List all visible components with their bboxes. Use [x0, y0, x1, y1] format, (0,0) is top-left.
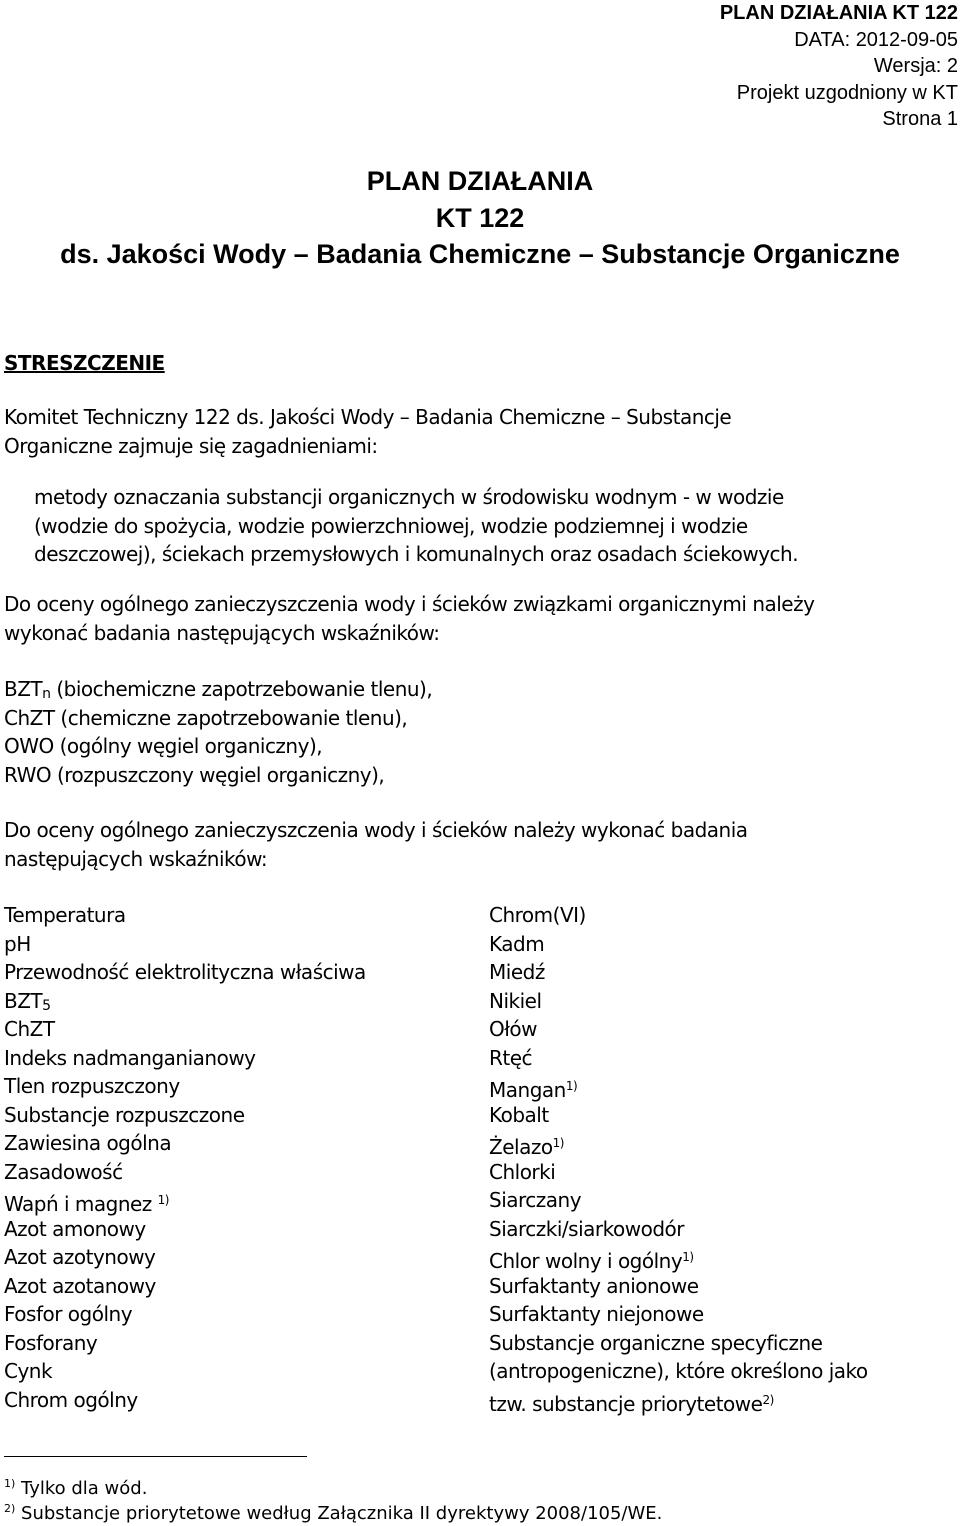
- indicator-name: (antropogeniczne), które określono jako: [489, 1359, 868, 1383]
- indicator-item: [489, 1158, 868, 1187]
- indicator-item: [489, 1015, 868, 1044]
- organic-indicator-list: [4, 675, 432, 789]
- header-status: Projekt uzgodniony w KT: [736, 81, 958, 104]
- organic-line: Do oceny ogólnego zanieczyszczenia wody i ścieków związkami organicznymi należy: [4, 592, 815, 616]
- indicator-name: ChZT (chemiczne zapotrzebowanie tlenu),: [4, 705, 408, 730]
- indicator-name: Rtęć: [489, 1045, 533, 1070]
- header-title: PLAN DZIAŁANIA KT 122: [719, 2, 958, 24]
- indicator-name: Zawiesina ogólna: [4, 1131, 172, 1155]
- document-title: [0, 163, 960, 273]
- indicator-item: [4, 1329, 366, 1358]
- indicator-item: [4, 901, 366, 930]
- indicator-name: Zasadowość: [4, 1159, 123, 1184]
- indicator-name: ChZT: [4, 1017, 55, 1041]
- indicator-name: Kobalt: [489, 1102, 549, 1127]
- footnote-reference: 1): [682, 1250, 694, 1264]
- indicator-item: [489, 1386, 868, 1415]
- organic-indicator-item: [4, 675, 432, 704]
- indicator-item: [4, 987, 366, 1016]
- indicator-item: [489, 1129, 868, 1158]
- indicator-name: Ołów: [489, 1017, 538, 1041]
- indicator-name: BZT: [4, 988, 43, 1013]
- indicator-name: Kadm: [489, 931, 545, 956]
- indicator-item: [4, 1272, 366, 1301]
- indicator-name: Fosforany: [4, 1330, 98, 1355]
- indicator-name: pH: [4, 931, 31, 956]
- indicator-item: [489, 1072, 868, 1101]
- indicator-name: Przewodność elektrolityczna właściwa: [4, 960, 366, 984]
- intro-paragraph: [4, 403, 731, 460]
- footnote-2: [4, 1497, 662, 1526]
- indicator-subscript: 5: [42, 997, 51, 1014]
- indicator-item: [489, 1186, 868, 1215]
- indicator-item: [489, 1357, 868, 1386]
- indicator-name: Indeks nadmanganianowy: [4, 1045, 256, 1070]
- indicator-item: [489, 1243, 868, 1272]
- header-date: DATA: 2012-09-05: [794, 28, 958, 51]
- indicator-list-left: [4, 901, 366, 1414]
- indicator-name: Chlorki: [489, 1159, 556, 1184]
- footnote-text: Substancje priorytetowe według Załącznika II dyrektywy 2008/105/WE.: [15, 1503, 663, 1524]
- indicator-item: [489, 987, 868, 1016]
- organic-indicator-item: [4, 732, 432, 761]
- general-line: następujących wskaźników:: [4, 846, 268, 871]
- title-line-3: ds. Jakości Wody – Badania Chemiczne – Substancje Organiczne: [60, 239, 900, 269]
- organic-pollution-paragraph: [4, 590, 814, 647]
- scope-paragraph: [34, 483, 798, 569]
- footnote-reference: 1): [565, 1079, 578, 1093]
- indicator-name: Cynk: [4, 1359, 53, 1383]
- indicator-name: Azot amonowy: [4, 1216, 146, 1241]
- indicator-item: [4, 958, 366, 987]
- title-line-1: PLAN DZIAŁANIA: [366, 166, 594, 196]
- indicator-name: Siarczany: [489, 1188, 582, 1212]
- indicator-name: Azot azotanowy: [4, 1273, 156, 1298]
- organic-line: wykonać badania następujących wskaźników:: [4, 620, 440, 645]
- indicator-item: [4, 930, 366, 959]
- indicator-item: [4, 1243, 366, 1272]
- footnote-reference: 2): [762, 1392, 774, 1407]
- organic-indicator-item: [4, 761, 432, 790]
- general-pollution-paragraph: [4, 816, 748, 873]
- footnote-mark: 1): [4, 1477, 16, 1490]
- indicator-item: [4, 1129, 366, 1158]
- footnote-reference: 1): [552, 1136, 564, 1150]
- footnote-reference: 1): [157, 1193, 169, 1207]
- indicator-name: Surfaktanty anionowe: [489, 1273, 699, 1298]
- indicator-list-right: [489, 901, 868, 1414]
- indicator-name: Surfaktanty niejonowe: [489, 1302, 704, 1326]
- intro-line: Organiczne zajmuje się zagadnieniami:: [4, 433, 378, 458]
- header-page-number: Strona 1: [882, 108, 958, 130]
- indicator-description: (biochemiczne zapotrzebowanie tlenu),: [50, 677, 433, 701]
- indicator-item: [4, 1215, 366, 1244]
- indicator-item: [4, 1186, 366, 1215]
- indicator-item: [489, 1215, 868, 1244]
- indicator-name: Mangan: [489, 1078, 566, 1102]
- indicator-subscript: n: [42, 686, 51, 702]
- scope-line: deszczowej), ściekach przemysłowych i komunalnych oraz osadach ściekowych.: [34, 542, 799, 566]
- indicator-item: [4, 1158, 366, 1187]
- indicator-name: BZT: [4, 677, 43, 701]
- indicator-name: Substancje rozpuszczone: [4, 1102, 245, 1127]
- indicator-name: OWO (ogólny węgiel organiczny),: [4, 734, 323, 758]
- scope-line: metody oznaczania substancji organicznych w środowisku wodnym - w wodzie: [34, 485, 784, 509]
- indicator-item: [4, 1386, 366, 1415]
- indicator-item: [4, 1072, 366, 1101]
- indicator-name: RWO (rozpuszczony węgiel organiczny),: [4, 762, 385, 787]
- indicator-name: Chlor wolny i ogólny: [489, 1249, 683, 1273]
- indicator-name: Wapń i magnez: [4, 1192, 158, 1216]
- indicator-item: [489, 1101, 868, 1130]
- indicator-name: Fosfor ogólny: [4, 1302, 133, 1326]
- indicator-name: Nikiel: [489, 988, 542, 1013]
- indicator-item: [489, 1272, 868, 1301]
- scope-line: (wodzie do spożycia, wodzie powierzchniowej, wodzie podziemnej i wodzie: [34, 513, 748, 538]
- indicator-name: Żelazo: [489, 1135, 553, 1159]
- indicator-item: [489, 1300, 868, 1329]
- indicator-name: Chrom(VI): [489, 903, 586, 927]
- document-header: [720, 0, 958, 133]
- section-heading: STRESZCZENIE: [4, 351, 165, 375]
- indicator-item: [489, 1329, 868, 1358]
- indicator-name: Chrom ogólny: [4, 1387, 138, 1412]
- footnote-separator: [4, 1456, 307, 1457]
- indicator-item: [489, 930, 868, 959]
- indicator-item: [489, 958, 868, 987]
- indicator-name: Temperatura: [4, 903, 126, 927]
- indicator-name: tzw. substancje priorytetowe: [489, 1391, 763, 1416]
- organic-indicator-item: [4, 704, 432, 733]
- indicator-name: Siarczki/siarkowodór: [489, 1216, 684, 1241]
- header-version: Wersja: 2: [873, 55, 958, 77]
- indicator-item: [4, 1044, 366, 1073]
- footnote-mark: 2): [4, 1502, 16, 1515]
- general-line: Do oceny ogólnego zanieczyszczenia wody i ścieków należy wykonać badania: [4, 818, 748, 842]
- indicator-name: Tlen rozpuszczony: [4, 1074, 180, 1098]
- indicator-name: Substancje organiczne specyficzne: [489, 1330, 823, 1355]
- indicator-name: Azot azotynowy: [4, 1245, 156, 1269]
- indicator-item: [4, 1015, 366, 1044]
- indicator-item: [4, 1300, 366, 1329]
- indicator-item: [489, 901, 868, 930]
- indicator-item: [4, 1101, 366, 1130]
- title-line-2: KT 122: [435, 202, 525, 233]
- indicator-name: Miedź: [489, 960, 545, 984]
- indicator-item: [489, 1044, 868, 1073]
- indicator-item: [4, 1357, 366, 1386]
- footnote-text: Tylko dla wód.: [15, 1478, 148, 1499]
- intro-line: Komitet Techniczny 122 ds. Jakości Wody – Badania Chemiczne – Substancje: [4, 405, 732, 429]
